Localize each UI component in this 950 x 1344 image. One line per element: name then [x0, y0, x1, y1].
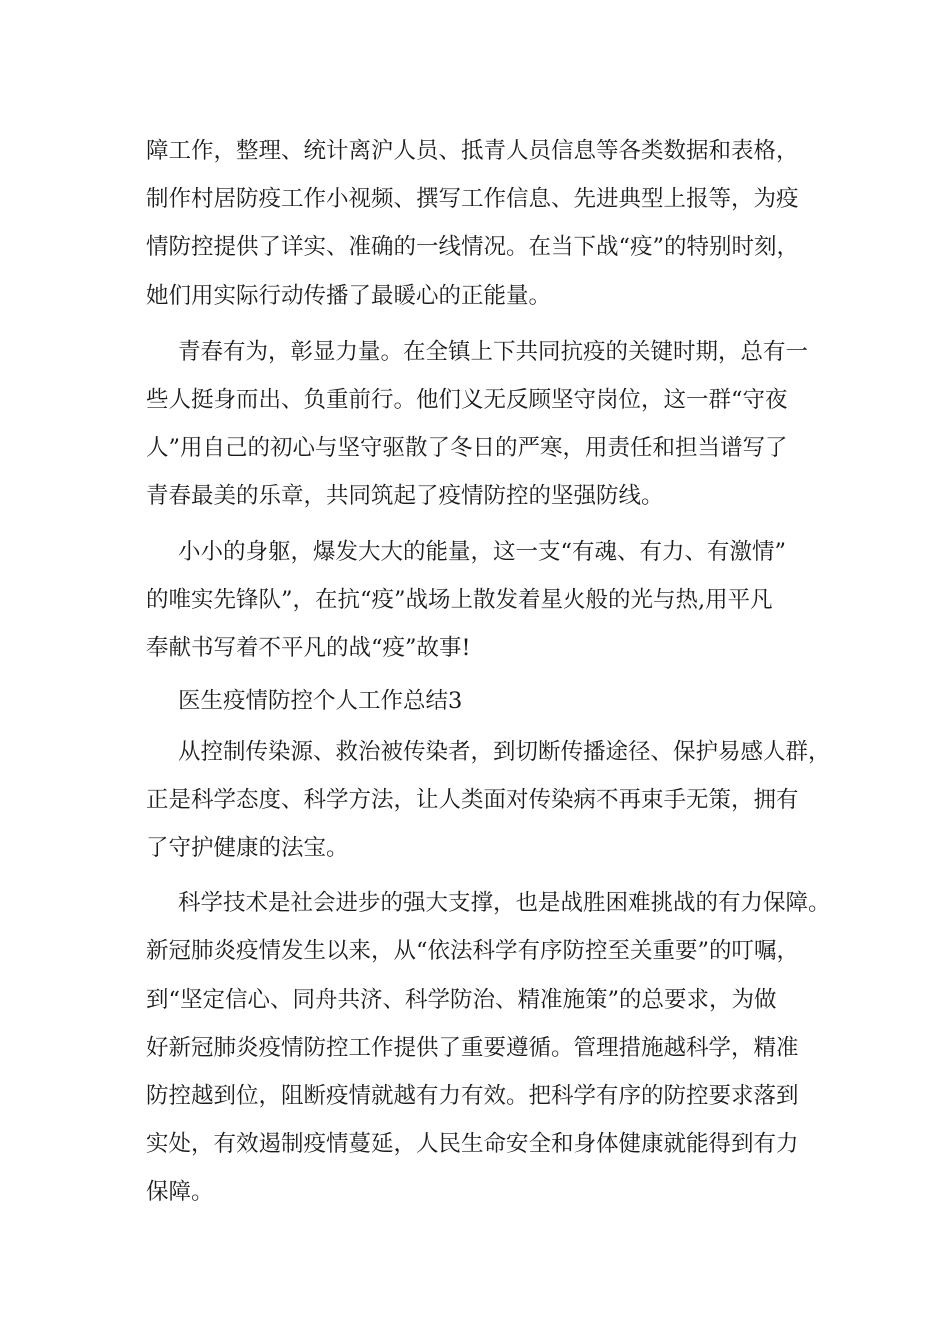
text-line: 实处，有效遏制疫情蔓延，人民生命安全和身体健康就能得到有力: [146, 1131, 799, 1157]
text-line: 制作村居防疫工作小视频、撰写工作信息、先进典型上报等，为疫: [146, 186, 799, 212]
text-line: 她们用实际行动传播了最暖心的正能量。: [146, 283, 552, 309]
text-line: 新冠肺炎疫情发生以来，从“依法科学有序防控至关重要”的叮嘱，: [146, 938, 800, 964]
text-line: 情防控提供了详实、准确的一线情况。在当下战“疫”的特别时刻，: [146, 234, 800, 260]
text-line: 到“坚定信心、同舟共济、科学防治、精准施策”的总要求，为做: [146, 987, 777, 1013]
paragraph-first-line: 青春有为，彰显力量。在全镇上下共同抗疫的关键时期，总有一: [178, 339, 809, 365]
text-line: 人”用自己的初心与坚守驱散了冬日的严寒，用责任和担当谱写了: [146, 435, 788, 461]
text-line: 奉献书写着不平凡的战“疫”故事!: [146, 635, 471, 661]
text-line: 的唯实先锋队”，在抗“疫”战场上散发着星火般的光与热,用平凡: [146, 587, 773, 613]
paragraph-first-line: 从控制传染源、救治被传染者，到切断传播途径、保护易感人群，: [178, 739, 831, 765]
section-heading: 医生疫情防控个人工作总结3: [178, 688, 463, 714]
paragraph-first-line: 科学技术是社会进步的强大支撑，也是战胜困难挑战的有力保障。: [178, 890, 831, 916]
text-line: 障工作，整理、统计离沪人员、抵青人员信息等各类数据和表格，: [146, 138, 799, 164]
text-line: 青春最美的乐章，共同筑起了疫情防控的坚强防线。: [146, 483, 664, 509]
text-line: 保障。: [146, 1179, 214, 1205]
text-line: 防控越到位，阻断疫情就越有力有效。把科学有序的防控要求落到: [146, 1083, 799, 1109]
text-line: 正是科学态度、科学方法，让人类面对传染病不再束手无策，拥有: [146, 787, 799, 813]
text-line: 了守护健康的法宝。: [146, 835, 349, 861]
text-line: 些人挺身而出、负重前行。他们义无反顾坚守岗位，这一群“守夜: [146, 387, 788, 413]
paragraph-first-line: 小小的身躯，爆发大大的能量，这一支“有魂、有力、有激情”: [178, 539, 787, 565]
text-line: 好新冠肺炎疫情防控工作提供了重要遵循。管理措施越科学，精准: [146, 1035, 799, 1061]
